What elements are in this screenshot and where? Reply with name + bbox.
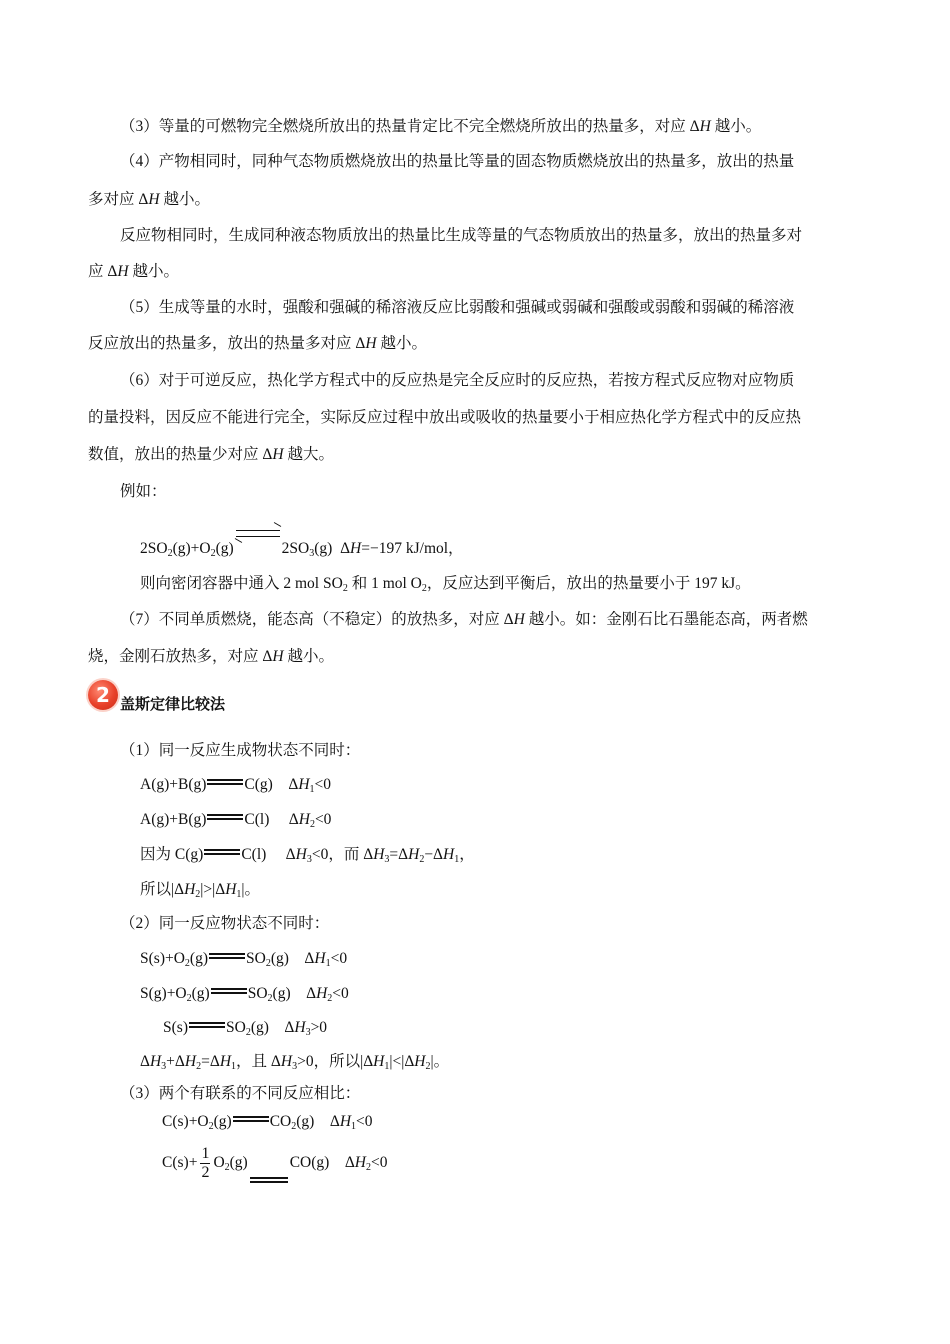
one-half-fraction: $\frac{1}{2}$ bbox=[201, 1144, 210, 1181]
hess-eq-1: A(g)+B(g) C(g) $\Delta H_1<0$ bbox=[140, 776, 332, 795]
paragraph-4-line3: 反应物相同时，生成同种液态物质放出的热量比生成等量的气态物质放出的热量多，放出的热量多对 bbox=[120, 227, 803, 244]
equilibrium-equation: $2SO_2(g)+O_2(g)$ $2SO_3(g)$ ΔH=−197 kJ/mol， bbox=[140, 527, 464, 559]
hess-eq-6: S(s) $SO_2(g)$ $\Delta H_3>0$ bbox=[163, 1019, 328, 1038]
paragraph-5-line2: 反应放出的热量多，放出的热量多对应 ΔH 越小。 bbox=[88, 335, 427, 352]
paragraph-3: （3）等量的可燃物完全燃烧所放出的热量肯定比不完全燃烧所放出的热量多，对应 ΔH 越小。 bbox=[120, 118, 762, 135]
paragraph-6-line1: （6）对于可逆反应，热化学方程式中的反应热是完全反应时的反应热，若按方程式反应物对应物质 bbox=[120, 372, 795, 389]
paragraph-4-line4: 应 ΔH 越小。 bbox=[88, 263, 179, 280]
equals-sign-icon bbox=[189, 1022, 225, 1028]
hess-eq-7: $C(s)+O_2(g)$ $CO_2(g)$ $\Delta H_1<0$ bbox=[162, 1113, 373, 1132]
hess-eq-8: C(s)+ $\frac{1}{2}$ $O_2(g)$ CO(g) $\Delta H_2<0$ bbox=[162, 1140, 388, 1186]
paragraph-4-line1: （4）产物相同时，同种气态物质燃烧放出的热量比等量的固态物质燃烧放出的热量多，放出的热量 bbox=[120, 153, 795, 170]
equals-sign-icon bbox=[207, 814, 243, 820]
equals-sign-icon bbox=[207, 779, 243, 785]
hess-case-2-title: （2）同一反应物状态不同时： bbox=[120, 915, 330, 932]
equals-sign-icon bbox=[233, 1116, 269, 1122]
equals-sign-icon bbox=[250, 1177, 288, 1183]
closed-container-line: 则向密闭容器中通入 2 mol $SO_2$ 和 1 mol $O_2$，反应达到平衡后，放出的热量要小于 197 kJ。 bbox=[140, 575, 751, 594]
hess-conclusion-1: 所以$|\Delta H_2|>|\Delta H_1|$。 bbox=[140, 881, 261, 900]
hess-eq-2: A(g)+B(g) C(l) $\Delta H_2<0$ bbox=[140, 811, 332, 830]
paragraph-7-line2: 烧，金刚石放热多，对应 ΔH 越小。 bbox=[88, 648, 334, 665]
hess-case-1-title: （1）同一反应生成物状态不同时： bbox=[120, 742, 361, 759]
hess-eq-4: $S(s)+O_2(g)$ $SO_2(g)$ $\Delta H_1<0$ bbox=[140, 950, 348, 969]
paragraph-6-line3: 数值，放出的热量少对应 ΔH 越大。 bbox=[88, 446, 334, 463]
equals-sign-icon bbox=[209, 953, 245, 959]
equals-sign-icon bbox=[211, 988, 247, 994]
hess-eq-3: 因为 C(g) C(l) $\Delta H_3<0$，而 $\Delta H_3=\Delta H_2-\Delta H_1$， bbox=[140, 846, 475, 865]
paragraph-4-line2: 多对应 ΔH 越小。 bbox=[88, 191, 210, 208]
paragraph-7-line1: （7）不同单质燃烧，能态高（不稳定）的放热多，对应 ΔH 越小。如：金刚石比石墨能态高，两者燃 bbox=[120, 611, 808, 628]
section-title: 盖斯定律比较法 bbox=[120, 695, 226, 713]
paragraph-6-line2: 的量投料，因反应不能进行完全，实际反应过程中放出或吸收的热量要小于相应热化学方程式中的反应热 bbox=[88, 409, 802, 426]
section-number-badge: 2 bbox=[88, 680, 118, 710]
hess-eq-5: $S(g)+O_2(g)$ $SO_2(g)$ $\Delta H_2<0$ bbox=[140, 985, 349, 1004]
example-label: 例如： bbox=[120, 483, 167, 500]
hess-case-3-title: （3）两个有联系的不同反应相比： bbox=[120, 1085, 361, 1102]
reversible-arrow-icon bbox=[236, 527, 280, 541]
paragraph-5-line1: （5）生成等量的水时，强酸和强碱的稀溶液反应比弱酸和强碱或弱碱和强酸或弱酸和弱碱的稀溶液 bbox=[120, 299, 795, 316]
hess-conclusion-2: $\Delta H_3+\Delta H_2=\Delta H_1$，且 $\Delta H_3>0$，所以$|\Delta H_1|<|\Delta H_2|$。 bbox=[140, 1053, 450, 1072]
equals-sign-icon bbox=[204, 849, 240, 855]
